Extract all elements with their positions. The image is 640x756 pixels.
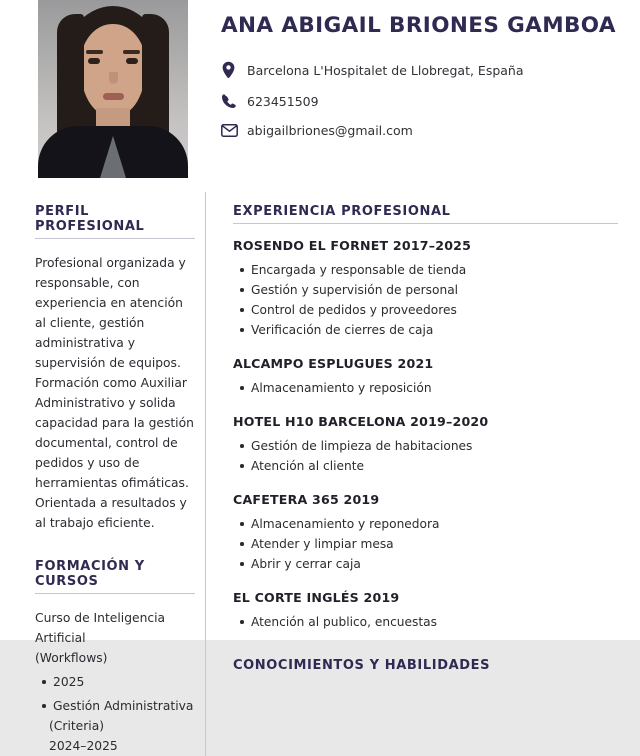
job-title: CAFETERA 365 2019 [233,492,380,507]
list-item: Gestión y supervisión de personal [251,280,618,300]
education-entry-1-title: Curso de Inteligencia Artificial [35,611,166,645]
location-pin-icon [221,61,247,79]
list-item: Atención al cliente [251,456,618,476]
list-item: Atender y limpiar mesa [251,534,618,554]
portrait-brow-left [86,50,103,54]
portrait-face [80,24,146,116]
list-item: Abrir y cerrar caja [251,554,618,574]
phone-icon [221,93,247,109]
education-entry-1-years [35,672,195,692]
section-title-profile: PERFIL PROFESIONAL [35,204,145,234]
section-rule-experience [233,223,618,224]
section-title-skills: CONOCIMIENTOS Y HABILIDADES [233,658,491,673]
left-column [0,178,205,756]
job-title: EL CORTE INGLÉS 2019 [233,590,400,605]
contact-location-text: Barcelona L'Hospitalet de Llobregat, España [247,62,524,78]
education-entry-2-subtitle: (Criteria) [49,719,105,733]
section-title-experience: EXPERIENCIA PROFESIONAL [233,204,451,219]
envelope-icon [221,124,247,137]
job-title: ALCAMPO ESPLUGUES 2021 [233,356,434,371]
page-title: ANA ABIGAIL BRIONES GAMBOA [221,13,616,38]
section-rule-profile [35,238,195,239]
contact-location [221,61,616,79]
job-title: ROSENDO EL FORNET 2017–2025 [233,238,472,253]
right-column [206,178,640,756]
portrait-brow-right [123,50,140,54]
section-title-education: FORMACIÓN Y CURSOS [35,559,145,589]
profile-paragraph: Profesional organizada y responsable, con experiencia en atención al cliente, gestión administrativa y supervisión de equipos. Formación como Auxiliar Administrativo y solida capacidad para la gestión documental, control de pedidos y uso de herramientas ofimáticas. Orientada a resultados y al trabajo eficiente. [35,256,194,530]
portrait-eye-right [126,58,138,64]
list-item: Control de pedidos y proveedores [251,300,618,320]
job-bullets [233,378,618,398]
list-item: Gestión Administrativa [53,696,195,716]
portrait-mouth [103,93,124,100]
contact-phone [221,93,616,109]
contact-email-text: abigailbriones@gmail.com [247,123,413,138]
list-item: 2025 [53,672,195,692]
cv-header [0,0,640,178]
list-item: Almacenamiento y reposición [251,378,618,398]
education-entry-2-years: 2024–2025 [49,739,118,753]
portrait-eye-left [88,58,100,64]
job-bullets [233,436,618,476]
section-rule-education [35,593,195,594]
job-bullets [233,612,618,632]
contact-email [221,123,616,138]
profile-photo [38,0,188,178]
list-item: Verificación de cierres de caja [251,320,618,340]
list-item: Gestión de limpieza de habitaciones [251,436,618,456]
education-entry-2-title-list [35,696,195,716]
job-title: HOTEL H10 BARCELONA 2019–2020 [233,414,489,429]
list-item: Encargada y responsable de tienda [251,260,618,280]
portrait-nose [109,72,118,84]
portrait-image [38,0,188,178]
education-entry-1-subtitle: (Workflows) [35,651,108,665]
list-item: Atención al publico, encuestas [251,612,618,632]
header-details [188,0,616,152]
job-bullets [233,260,618,340]
contact-phone-text: 623451509 [247,93,319,109]
cv-body [0,178,640,756]
list-item: Almacenamiento y reponedora [251,514,618,534]
job-bullets [233,514,618,574]
